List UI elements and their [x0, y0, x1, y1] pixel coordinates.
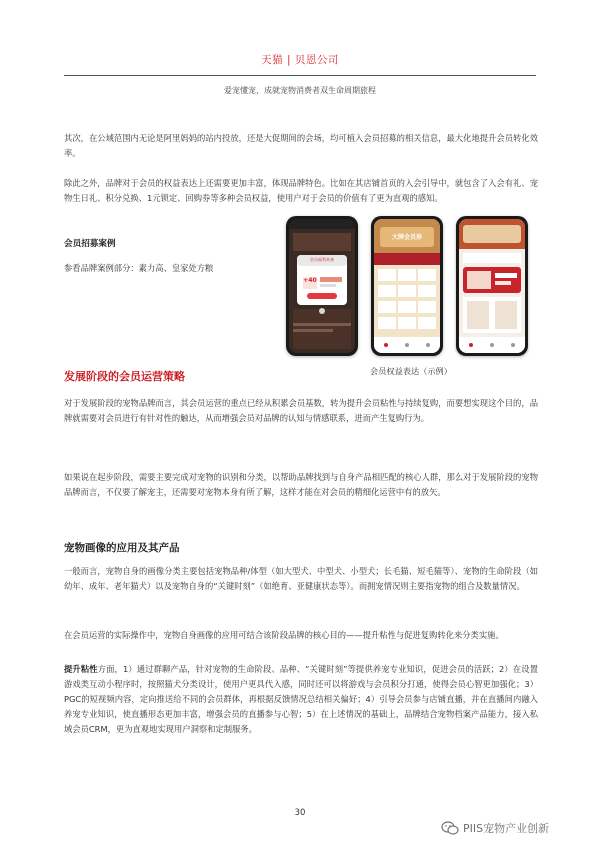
paragraph-member-benefits: 除此之外，品牌对于会员的权益表达上还需要更加丰富，体现品牌特色。比如在其店铺首页的入会引导中，就包含了入会有礼、宠物生日礼、积分兑换、1元锁定、回购券等多种会员权益，使用户对于会员的价值有了更为直观的感知。 [64, 178, 538, 203]
phone2-banner: 大牌会员券 [391, 234, 422, 241]
case-text: 参看品牌案例部分：素力高、皇家处方粮 [64, 263, 214, 273]
paragraph-operation: 在会员运营的实际操作中，宠物自身画像的应用可结合该阶段品牌的核心目的——提升粘性与促进复购转化来分类实施。 [64, 630, 504, 640]
phone-screenshot-1 [286, 216, 358, 356]
watermark [441, 820, 549, 836]
phone1-popup-title: 会员福利来袭 [310, 257, 334, 262]
watermark-text: PIIS宠物产业创新 [463, 822, 550, 835]
header-subtitle: 爱宠懂宠，成就宠物消费者双生命周期旅程 [224, 86, 376, 95]
header-divider [64, 75, 536, 76]
wechat-icon [441, 821, 459, 835]
paragraph-public-domain: 其次，在公域范围内无论是阿里妈妈的站内投放，还是大促期间的会场，均可植入会员招募的相关信息，最大化地提升会员转化效率。 [64, 133, 538, 158]
phone3-graphic [459, 219, 525, 353]
paragraph-initial-stage: 如果说在起步阶段，需要主要完成对宠物的识别和分类，以帮助品牌找到与自身产品相匹配的核心人群，那么对于发展阶段的宠物品牌而言，不仅要了解宠主，还需要对宠物本身有所了解，这样才能在对会员的精细化运营中有的放矢。 [64, 472, 538, 497]
phone1-graphic [289, 219, 355, 353]
page-number: 30 [294, 808, 306, 818]
phone-screenshot-2 [371, 216, 443, 356]
phone1-points: +40 [303, 277, 317, 284]
subheading-pet-profile: 宠物画像的应用及其产品 [64, 542, 180, 554]
section-title: 发展阶段的会员运营策略 [64, 370, 185, 383]
figure-caption: 会员权益表达（示例） [370, 366, 452, 376]
stickiness-label: 提升粘性 [64, 664, 98, 674]
paragraph-stickiness [64, 662, 538, 737]
paragraph-development-stage: 对于发展阶段的宠物品牌而言，其会员运营的重点已经从积累会员基数，转为提升会员粘性与持续复购，而要想实现这个目的，品牌就需要对会员进行有针对性的触达，从而增强会员对品牌的认知与情感联系，进而产生复购行为。 [64, 398, 538, 423]
case-title: 会员招募案例 [64, 239, 116, 249]
header-brand: 天猫 | 贝恩公司 [261, 54, 339, 66]
phone-screenshot-3 [456, 216, 528, 356]
paragraph-profile-categories: 一般而言，宠物自身的画像分类主要包括宠物品种/体型（如大型犬、中型犬、小型犬；长毛猫、短毛猫等）、宠物的生命阶段（如幼年、成年、老年猫犬）以及宠物自身的“关键时刻”（如绝育、亚健康状态等）。而拥宠情况则主要指宠物的组合及数量情况。 [64, 566, 538, 591]
stickiness-text: 方面，1）通过群聊产品，针对宠物的生命阶段、品种、“关键时刻”等提供养宠专业知识，促进会员的活跃；2）在设置游戏类互动小程序时，按照猫犬分类设计，使用户更具代入感，同时还可以将游戏与会员积分打通，使得会员心智更加强化；3）PGC的短视频内容，定向推送给不同的会员群体，再根据反馈情况总结相关偏好；4）引导会员参与店铺直播，并在直播间内融入养宠专业知识，使直播形态更加丰富，增强会员的直播参与心智；5）在上述情况的基础上，品牌结合宠物档案产品能力，接入私域会员CRM，更为直观地实现用户洞察和定制服务。 [64, 664, 538, 734]
